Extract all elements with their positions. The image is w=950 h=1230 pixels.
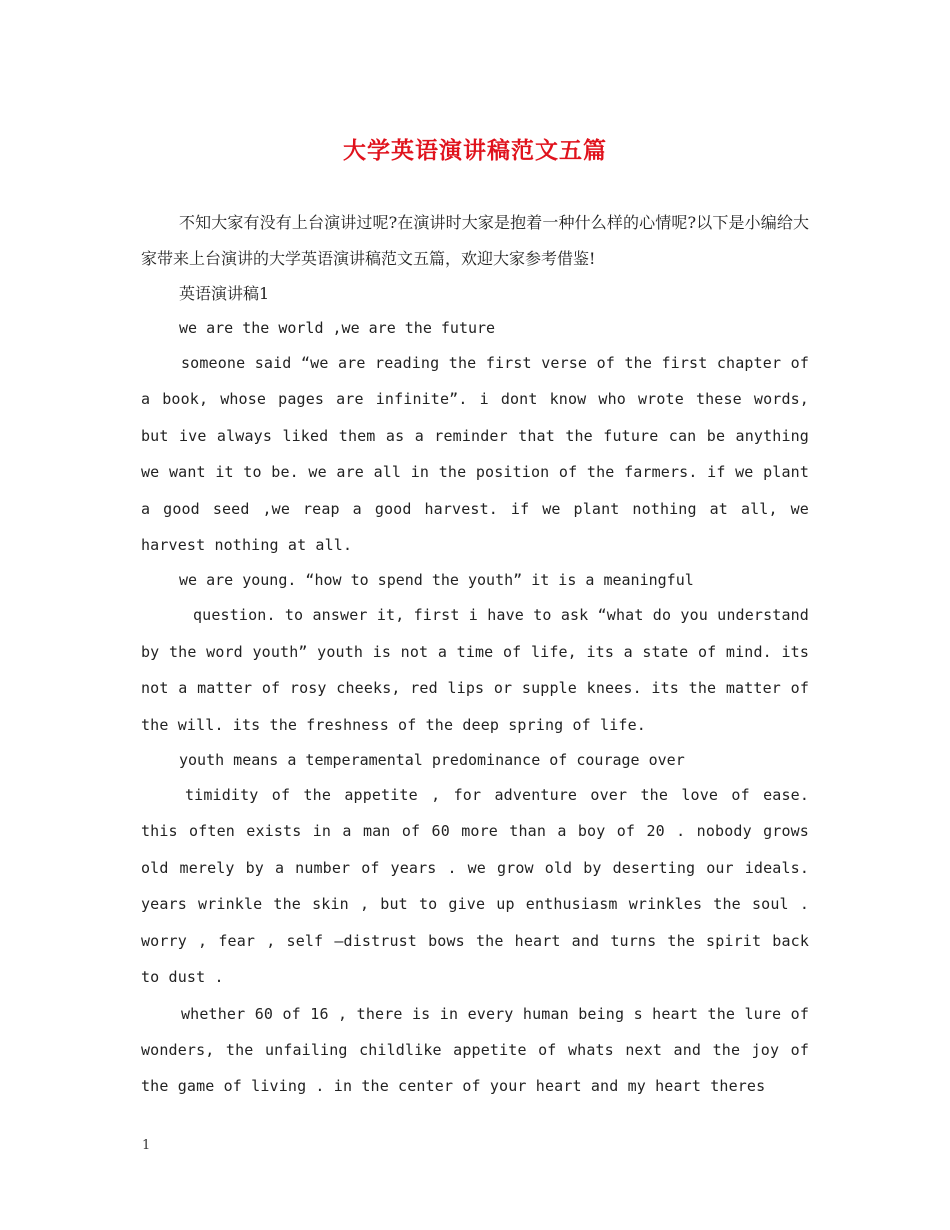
speech-line-2: we are young. “how to spend the youth” it is a meaningful <box>179 571 694 590</box>
speech-paragraph-3: timidity of the appetite , for adventure over the love of ease. this often exists in a man of 60 more than a boy of 20 . nobody grows old merely by a number of years . we grow old by deserting our ideals. years wrinkle the skin , but to give up enthusiasm wrinkles the soul . worry , fear , self –distrust bows the heart and turns the spirit back to dust . <box>141 786 809 987</box>
section-label: 英语演讲稿1 <box>179 284 270 303</box>
speech-paragraph-1: someone said “we are reading the first verse of the first chapter of a book, whose pages are infinite”. i dont know who wrote these words, but ive always liked them as a reminder that the future can be anything we want it to be. we are all in the position of the farmers. if we plant a good seed ,we reap a good harvest. if we plant nothing at all, we harvest nothing at all. <box>141 354 809 555</box>
page-number: 1 <box>142 1138 151 1153</box>
document-title: 大学英语演讲稿范文五篇 <box>343 137 607 164</box>
intro-paragraph: 不知大家有没有上台演讲过呢?在演讲时大家是抱着一种什么样的心情呢?以下是小编给大家带来上台演讲的大学英语演讲稿范文五篇，欢迎大家参考借鉴! <box>141 213 809 268</box>
speech-line-1: we are the world ,we are the future <box>179 319 496 337</box>
speech-paragraph-4: whether 60 of 16 , there is in every human being s heart the lure of wonders, the unfailing childlike appetite of whats next and the joy of the game of living . in the center of your heart and my heart theres <box>141 1004 809 1096</box>
document-body <box>141 205 809 1105</box>
speech-paragraph-2: question. to answer it, first i have to ask “what do you understand by the word youth” youth is not a time of life, its a state of mind. its not a matter of rosy cheeks, red lips or supple knees. its the matter of the will. its the freshness of the deep spring of life. <box>141 606 809 734</box>
speech-line-3: youth means a temperamental predominance of courage over <box>179 751 685 770</box>
